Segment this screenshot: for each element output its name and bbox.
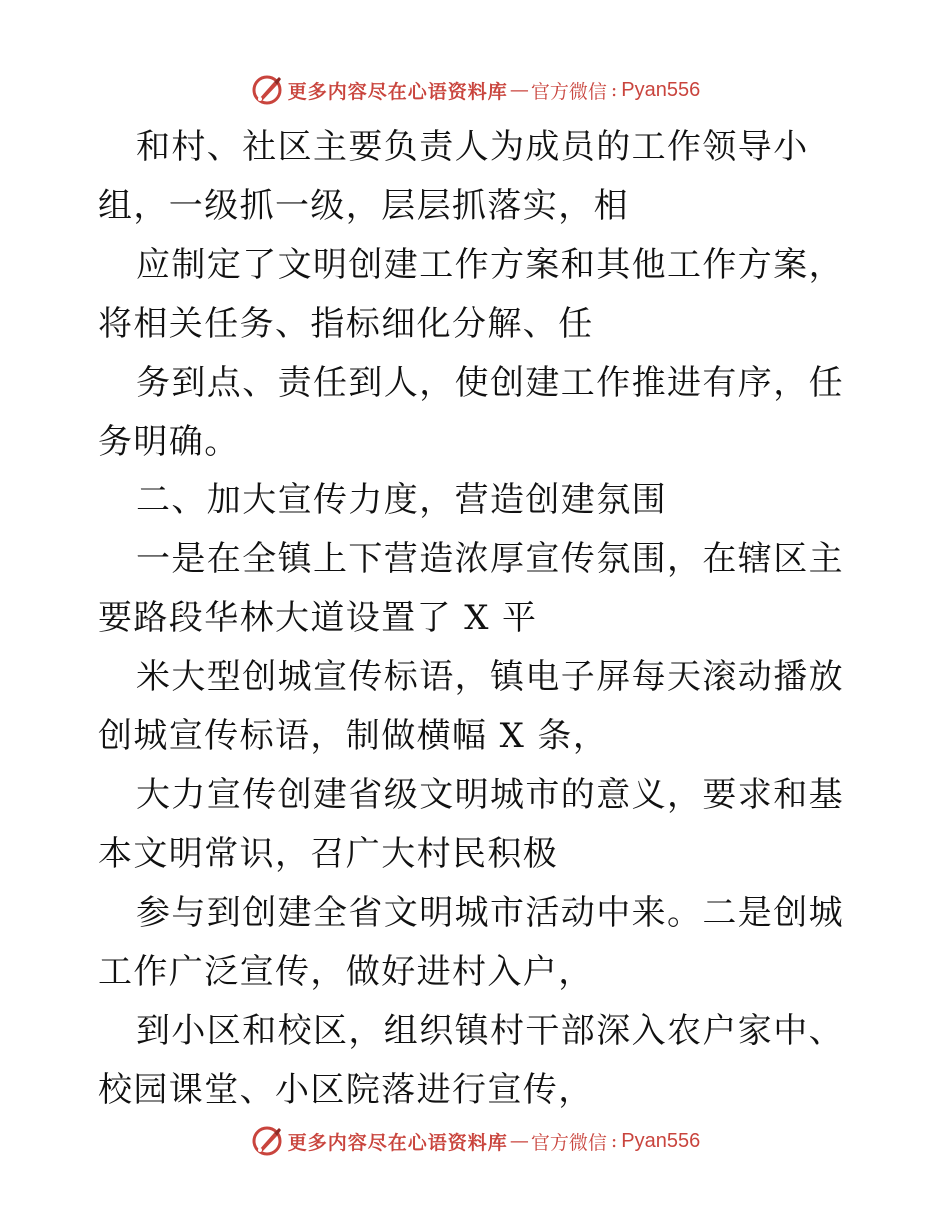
section-heading: 二、加大宣传力度，营造创建氛围 [136,480,667,521]
body-paragraph: 到小区和校区，组织镇村干部深入农户家中、校园课堂、小区院落进行宣传， [98,1010,844,1110]
footer-watermark-banner [0,1121,950,1161]
header-watermark-banner [0,70,950,110]
banner-separator: — [509,79,529,101]
body-paragraph: 务到点、责任到人，使创建工作推进有序，任务明确。 [98,362,844,462]
body-paragraph: 米大型创城宣传标语，镇电子屏每天滚动播放创城宣传标语，制做横幅 X 条， [98,657,844,757]
banner-colon: : [610,79,618,101]
banner-colon: : [610,1130,618,1152]
body-paragraph: 参与到创建全省文明城市活动中来。二是创城工作广泛宣传，做好进村入户， [98,892,844,992]
banner-brand-text: 更多内容尽在心语资料库 [287,1131,508,1154]
body-paragraph: 大力宣传创建省级文明城市的意义，要求和基本文明常识，召广大村民积极 [98,774,844,874]
document-body [98,118,858,1119]
banner-separator: — [509,1130,529,1152]
quill-pen-logo-icon [250,1124,284,1158]
banner-wechat-id: Pyan556 [621,1129,701,1152]
body-paragraph: 一是在全镇上下营造浓厚宣传氛围，在辖区主要路段华林大道设置了 X 平 [98,539,844,639]
banner-wechat-label: 官方微信 [530,80,607,103]
banner-brand-text: 更多内容尽在心语资料库 [287,80,508,103]
quill-pen-logo-icon [250,73,284,107]
body-paragraph: 应制定了文明创建工作方案和其他工作方案，将相关任务、指标细化分解、任 [98,244,844,344]
banner-wechat-id: Pyan556 [621,78,701,101]
banner-wechat-label: 官方微信 [530,1131,607,1154]
body-paragraph: 和村、社区主要负责人为成员的工作领导小组，一级抓一级，层层抓落实，相 [98,127,809,226]
